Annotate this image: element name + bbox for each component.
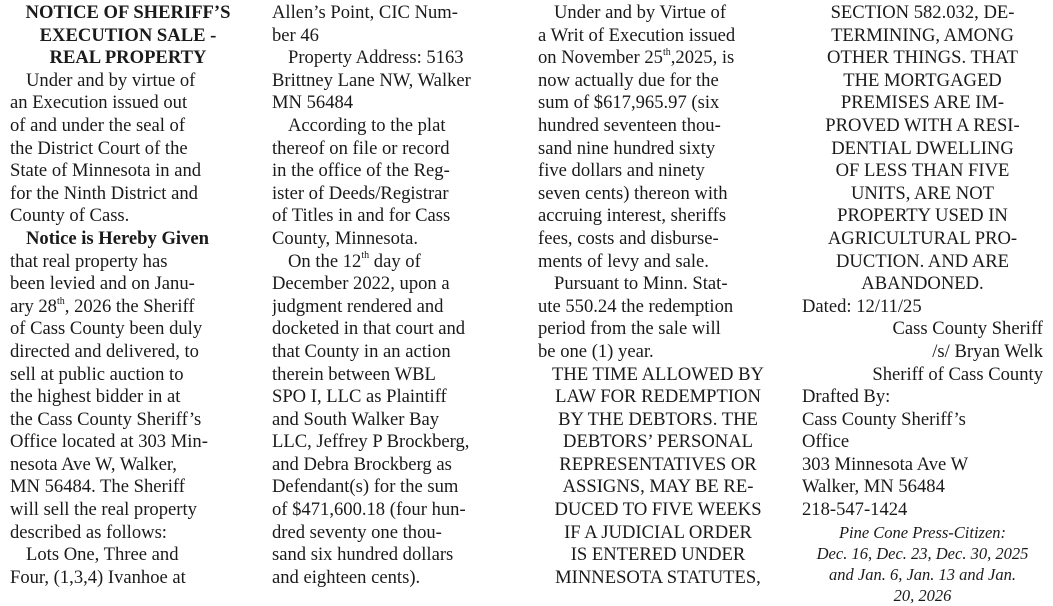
line-text: will sell the real property xyxy=(10,499,197,521)
line-text: ments of levy and sale. xyxy=(538,250,709,272)
line-text: directed and delivered, to xyxy=(10,340,199,362)
line-text-continued: ,2025, is xyxy=(670,47,735,69)
text-line xyxy=(538,522,778,545)
line-text: fees, costs and disburse- xyxy=(538,227,719,249)
line-text: DUCTION. AND ARE xyxy=(835,250,1010,272)
line-text: ary 28 xyxy=(10,295,57,317)
line-text: ute 550.24 the redemption xyxy=(538,295,734,317)
text-line xyxy=(802,543,1043,564)
line-text: the highest bidder in at xyxy=(10,386,181,408)
text-line xyxy=(272,25,512,48)
line-text: thereof on file or record xyxy=(272,137,450,159)
text-line xyxy=(272,228,512,251)
text-line xyxy=(10,364,246,387)
line-text: PROVED WITH A RESI- xyxy=(825,114,1020,136)
text-line xyxy=(538,47,778,70)
text-line xyxy=(272,318,512,341)
line-text: described as follows: xyxy=(10,521,167,543)
line-text: Under and by Virtue of xyxy=(554,2,727,23)
line-text: Pursuant to Minn. Stat- xyxy=(554,273,728,295)
line-text: Under and by virtue of xyxy=(26,69,196,91)
text-line xyxy=(538,476,778,499)
text-line xyxy=(802,92,1043,115)
text-line xyxy=(272,183,512,206)
line-text: sand six hundred dollars xyxy=(272,544,454,566)
text-line xyxy=(272,47,512,70)
text-line xyxy=(272,92,512,115)
line-text: five dollars and ninety xyxy=(538,160,705,182)
line-text: sum of $617,965.97 (six xyxy=(538,92,720,114)
line-text: a Writ of Execution issued xyxy=(538,24,736,46)
text-line xyxy=(10,567,246,590)
line-text: Dec. 16, Dec. 23, Dec. 30, 2025 xyxy=(816,543,1029,563)
text-line xyxy=(272,70,512,93)
text-line xyxy=(538,70,778,93)
line-text: of Cass County been duly xyxy=(10,318,203,340)
text-line xyxy=(802,409,1043,432)
text-line xyxy=(802,228,1043,251)
line-text: According to the plat xyxy=(288,114,446,136)
line-text: been levied and on Janu- xyxy=(10,273,195,295)
text-line xyxy=(538,115,778,138)
text-line xyxy=(272,499,512,522)
line-text: Lots One, Three and xyxy=(26,544,179,566)
line-text: OF LESS THAN FIVE xyxy=(835,160,1010,182)
line-text: LLC, Jeffrey P Brockberg, xyxy=(272,431,470,453)
text-line xyxy=(538,499,778,522)
line-text: ASSIGNS, MAY BE RE- xyxy=(562,476,754,498)
line-text-continued: day of xyxy=(369,250,421,272)
line-text: 20, 2026 xyxy=(893,585,952,605)
text-line xyxy=(272,273,512,296)
text-line xyxy=(272,160,512,183)
text-line xyxy=(272,386,512,409)
text-line xyxy=(272,138,512,161)
line-text: BY THE DEBTORS. THE xyxy=(558,408,758,430)
line-text: Notice is Hereby Given xyxy=(26,227,209,249)
text-line xyxy=(802,115,1043,138)
text-line xyxy=(538,273,778,296)
line-text: and Debra Brockberg as xyxy=(272,453,452,475)
text-line xyxy=(10,160,246,183)
line-text: the Cass County Sheriff’s xyxy=(10,408,202,430)
text-line xyxy=(802,138,1043,161)
text-line xyxy=(802,2,1043,25)
line-text: Brittney Lane NW, Walker xyxy=(272,69,471,91)
text-line xyxy=(802,364,1043,387)
line-text: AGRICULTURAL PRO- xyxy=(827,227,1018,249)
text-line xyxy=(802,251,1043,274)
text-line xyxy=(538,205,778,228)
line-text: Cass County Sheriff xyxy=(892,318,1043,340)
line-text: MN 56484. The Sheriff xyxy=(10,476,185,498)
text-line xyxy=(802,476,1043,499)
text-line xyxy=(10,205,246,228)
text-line xyxy=(802,183,1043,206)
text-line xyxy=(10,25,246,48)
line-text: judgment rendered and xyxy=(272,295,444,317)
line-text: now actually due for the xyxy=(538,69,719,91)
text-line xyxy=(802,341,1043,364)
line-text: PREMISES ARE IM- xyxy=(840,92,1005,114)
text-line xyxy=(538,183,778,206)
superscript-ordinal: th xyxy=(662,47,671,58)
line-text: hundred seventeen thou- xyxy=(538,114,721,136)
text-line xyxy=(538,251,778,274)
text-line xyxy=(538,364,778,387)
line-text: the District Court of the xyxy=(10,137,188,159)
line-text: Drafted By: xyxy=(802,386,891,408)
text-line xyxy=(272,431,512,454)
line-text: therein between WBL xyxy=(272,363,436,385)
text-line xyxy=(538,318,778,341)
text-line xyxy=(10,228,246,251)
text-line xyxy=(272,409,512,432)
text-line xyxy=(538,341,778,364)
line-text: be one (1) year. xyxy=(538,340,654,362)
text-line xyxy=(272,296,512,319)
text-line xyxy=(538,25,778,48)
text-line xyxy=(10,318,246,341)
text-line xyxy=(272,115,512,138)
line-text: County of Cass. xyxy=(10,205,130,227)
text-line xyxy=(802,454,1043,477)
text-line xyxy=(272,522,512,545)
text-line xyxy=(10,499,246,522)
line-text: Defendant(s) for the sum xyxy=(272,476,459,498)
line-text: period from the sale will xyxy=(538,318,721,340)
text-line xyxy=(10,476,246,499)
text-line xyxy=(10,409,246,432)
line-text: Cass County Sheriff’s xyxy=(802,408,966,430)
text-line xyxy=(10,47,246,70)
text-line xyxy=(802,522,1043,543)
line-text: ber 46 xyxy=(272,24,319,46)
text-line xyxy=(10,251,246,274)
line-text: THE TIME ALLOWED BY xyxy=(552,363,764,385)
text-line xyxy=(272,544,512,567)
line-text: ABANDONED. xyxy=(861,273,984,295)
text-line xyxy=(538,138,778,161)
text-line xyxy=(272,341,512,364)
text-line xyxy=(10,2,246,25)
text-line xyxy=(802,70,1043,93)
line-text: an Execution issued out xyxy=(10,92,188,114)
line-text: December 2022, upon a xyxy=(272,273,450,295)
line-text: and eighteen cents). xyxy=(272,566,421,588)
text-line xyxy=(802,431,1043,454)
text-line xyxy=(538,2,778,25)
text-line xyxy=(802,25,1043,48)
line-text: SPO I, LLC as Plaintiff xyxy=(272,386,447,408)
text-line xyxy=(538,409,778,432)
line-text: IS ENTERED UNDER xyxy=(570,544,746,566)
line-text: UNITS, ARE NOT xyxy=(850,182,995,204)
text-line xyxy=(538,567,778,590)
text-line xyxy=(10,183,246,206)
line-text: TERMINING, AMONG xyxy=(831,24,1014,46)
line-text: /s/ Bryan Welk xyxy=(932,340,1043,362)
text-line xyxy=(802,160,1043,183)
line-text: On the 12 xyxy=(288,250,362,272)
line-text: OTHER THINGS. THAT xyxy=(827,47,1018,69)
line-text: LAW FOR REDEMPTION xyxy=(555,386,761,408)
line-text: EXECUTION SALE - xyxy=(39,24,217,46)
line-text: of Titles in and for Cass xyxy=(272,205,451,227)
line-text: seven cents) thereon with xyxy=(538,182,728,204)
line-text: REAL PROPERTY xyxy=(49,47,207,69)
text-line xyxy=(802,296,1043,319)
line-text: MN 56484 xyxy=(272,92,354,114)
text-line xyxy=(802,499,1043,522)
text-line xyxy=(538,296,778,319)
line-text: Four, (1,3,4) Ivanhoe at xyxy=(10,566,186,588)
text-line xyxy=(272,364,512,387)
line-text: of $471,600.18 (four hun- xyxy=(272,499,466,521)
line-text: 218-547-1424 xyxy=(802,499,908,521)
line-text: accruing interest, sheriffs xyxy=(538,205,727,227)
line-text-continued: , 2026 the Sheriff xyxy=(64,295,195,317)
text-line xyxy=(10,296,246,319)
column-1 xyxy=(10,2,246,589)
line-text: PROPERTY USED IN xyxy=(837,205,1008,227)
line-text: Walker, MN 56484 xyxy=(802,476,945,498)
line-text: for the Ninth District and xyxy=(10,182,198,204)
line-text: of and under the seal of xyxy=(10,114,186,136)
text-line xyxy=(10,454,246,477)
text-line xyxy=(10,522,246,545)
text-line xyxy=(10,115,246,138)
text-line xyxy=(802,585,1043,606)
line-text: Office xyxy=(802,431,850,453)
column-2 xyxy=(272,2,512,589)
line-text: County, Minnesota. xyxy=(272,227,418,249)
line-text: SECTION 582.032, DE- xyxy=(830,2,1015,23)
text-line xyxy=(802,205,1043,228)
text-line xyxy=(272,2,512,25)
text-line xyxy=(538,160,778,183)
superscript-ordinal: th xyxy=(361,250,370,262)
text-line xyxy=(10,92,246,115)
line-text: sand nine hundred sixty xyxy=(538,137,716,159)
text-line xyxy=(10,70,246,93)
line-text: Dated: 12/11/25 xyxy=(802,295,922,317)
text-line xyxy=(538,228,778,251)
text-line xyxy=(10,341,246,364)
text-line xyxy=(272,567,512,590)
text-line xyxy=(10,386,246,409)
line-text: dred seventy one thou- xyxy=(272,521,442,543)
text-line xyxy=(538,431,778,454)
line-text: on November 25 xyxy=(538,47,663,69)
text-line xyxy=(272,476,512,499)
text-line xyxy=(802,564,1043,585)
line-text: Office located at 303 Min- xyxy=(10,431,208,453)
text-line xyxy=(10,544,246,567)
line-text: DEBTORS’ PERSONAL xyxy=(563,431,753,453)
line-text: and South Walker Bay xyxy=(272,408,440,430)
text-line xyxy=(802,318,1043,341)
line-text: and Jan. 6, Jan. 13 and Jan. xyxy=(829,564,1016,584)
line-text: Pine Cone Press-Citizen: xyxy=(838,522,1007,542)
text-line xyxy=(10,273,246,296)
text-line xyxy=(802,273,1043,296)
line-text: Sheriff of Cass County xyxy=(872,363,1043,385)
line-text: REPRESENTATIVES OR xyxy=(559,453,757,475)
text-line xyxy=(10,431,246,454)
line-text: that County in an action xyxy=(272,340,451,362)
line-text: IF A JUDICIAL ORDER xyxy=(564,521,752,543)
line-text: NOTICE OF SHERIFF’S xyxy=(25,2,231,23)
line-text: ister of Deeds/Registrar xyxy=(272,182,449,204)
text-line xyxy=(272,251,512,274)
line-text: State of Minnesota in and xyxy=(10,160,202,182)
line-text: DENTIAL DWELLING xyxy=(831,137,1014,159)
line-text: sell at public auction to xyxy=(10,363,184,385)
line-text: DUCED TO FIVE WEEKS xyxy=(554,499,762,521)
text-line xyxy=(538,454,778,477)
column-3 xyxy=(538,2,778,589)
text-line xyxy=(10,138,246,161)
line-text: docketed in that court and xyxy=(272,318,466,340)
line-text: THE MORTGAGED xyxy=(843,69,1002,91)
line-text: MINNESOTA STATUTES, xyxy=(555,566,761,588)
line-text: Property Address: 5163 xyxy=(288,47,464,69)
line-text: that real property has xyxy=(10,250,168,272)
text-line xyxy=(538,92,778,115)
text-line xyxy=(538,544,778,567)
line-text: 303 Minnesota Ave W xyxy=(802,453,969,475)
text-line xyxy=(272,454,512,477)
line-text: nesota Ave W, Walker, xyxy=(10,453,177,475)
text-line xyxy=(802,47,1043,70)
text-line xyxy=(272,205,512,228)
line-text: Allen’s Point, CIC Num- xyxy=(272,2,458,23)
text-line xyxy=(538,386,778,409)
line-text: in the office of the Reg- xyxy=(272,160,450,182)
superscript-ordinal: th xyxy=(56,295,65,307)
column-4 xyxy=(802,2,1043,606)
text-line xyxy=(802,386,1043,409)
